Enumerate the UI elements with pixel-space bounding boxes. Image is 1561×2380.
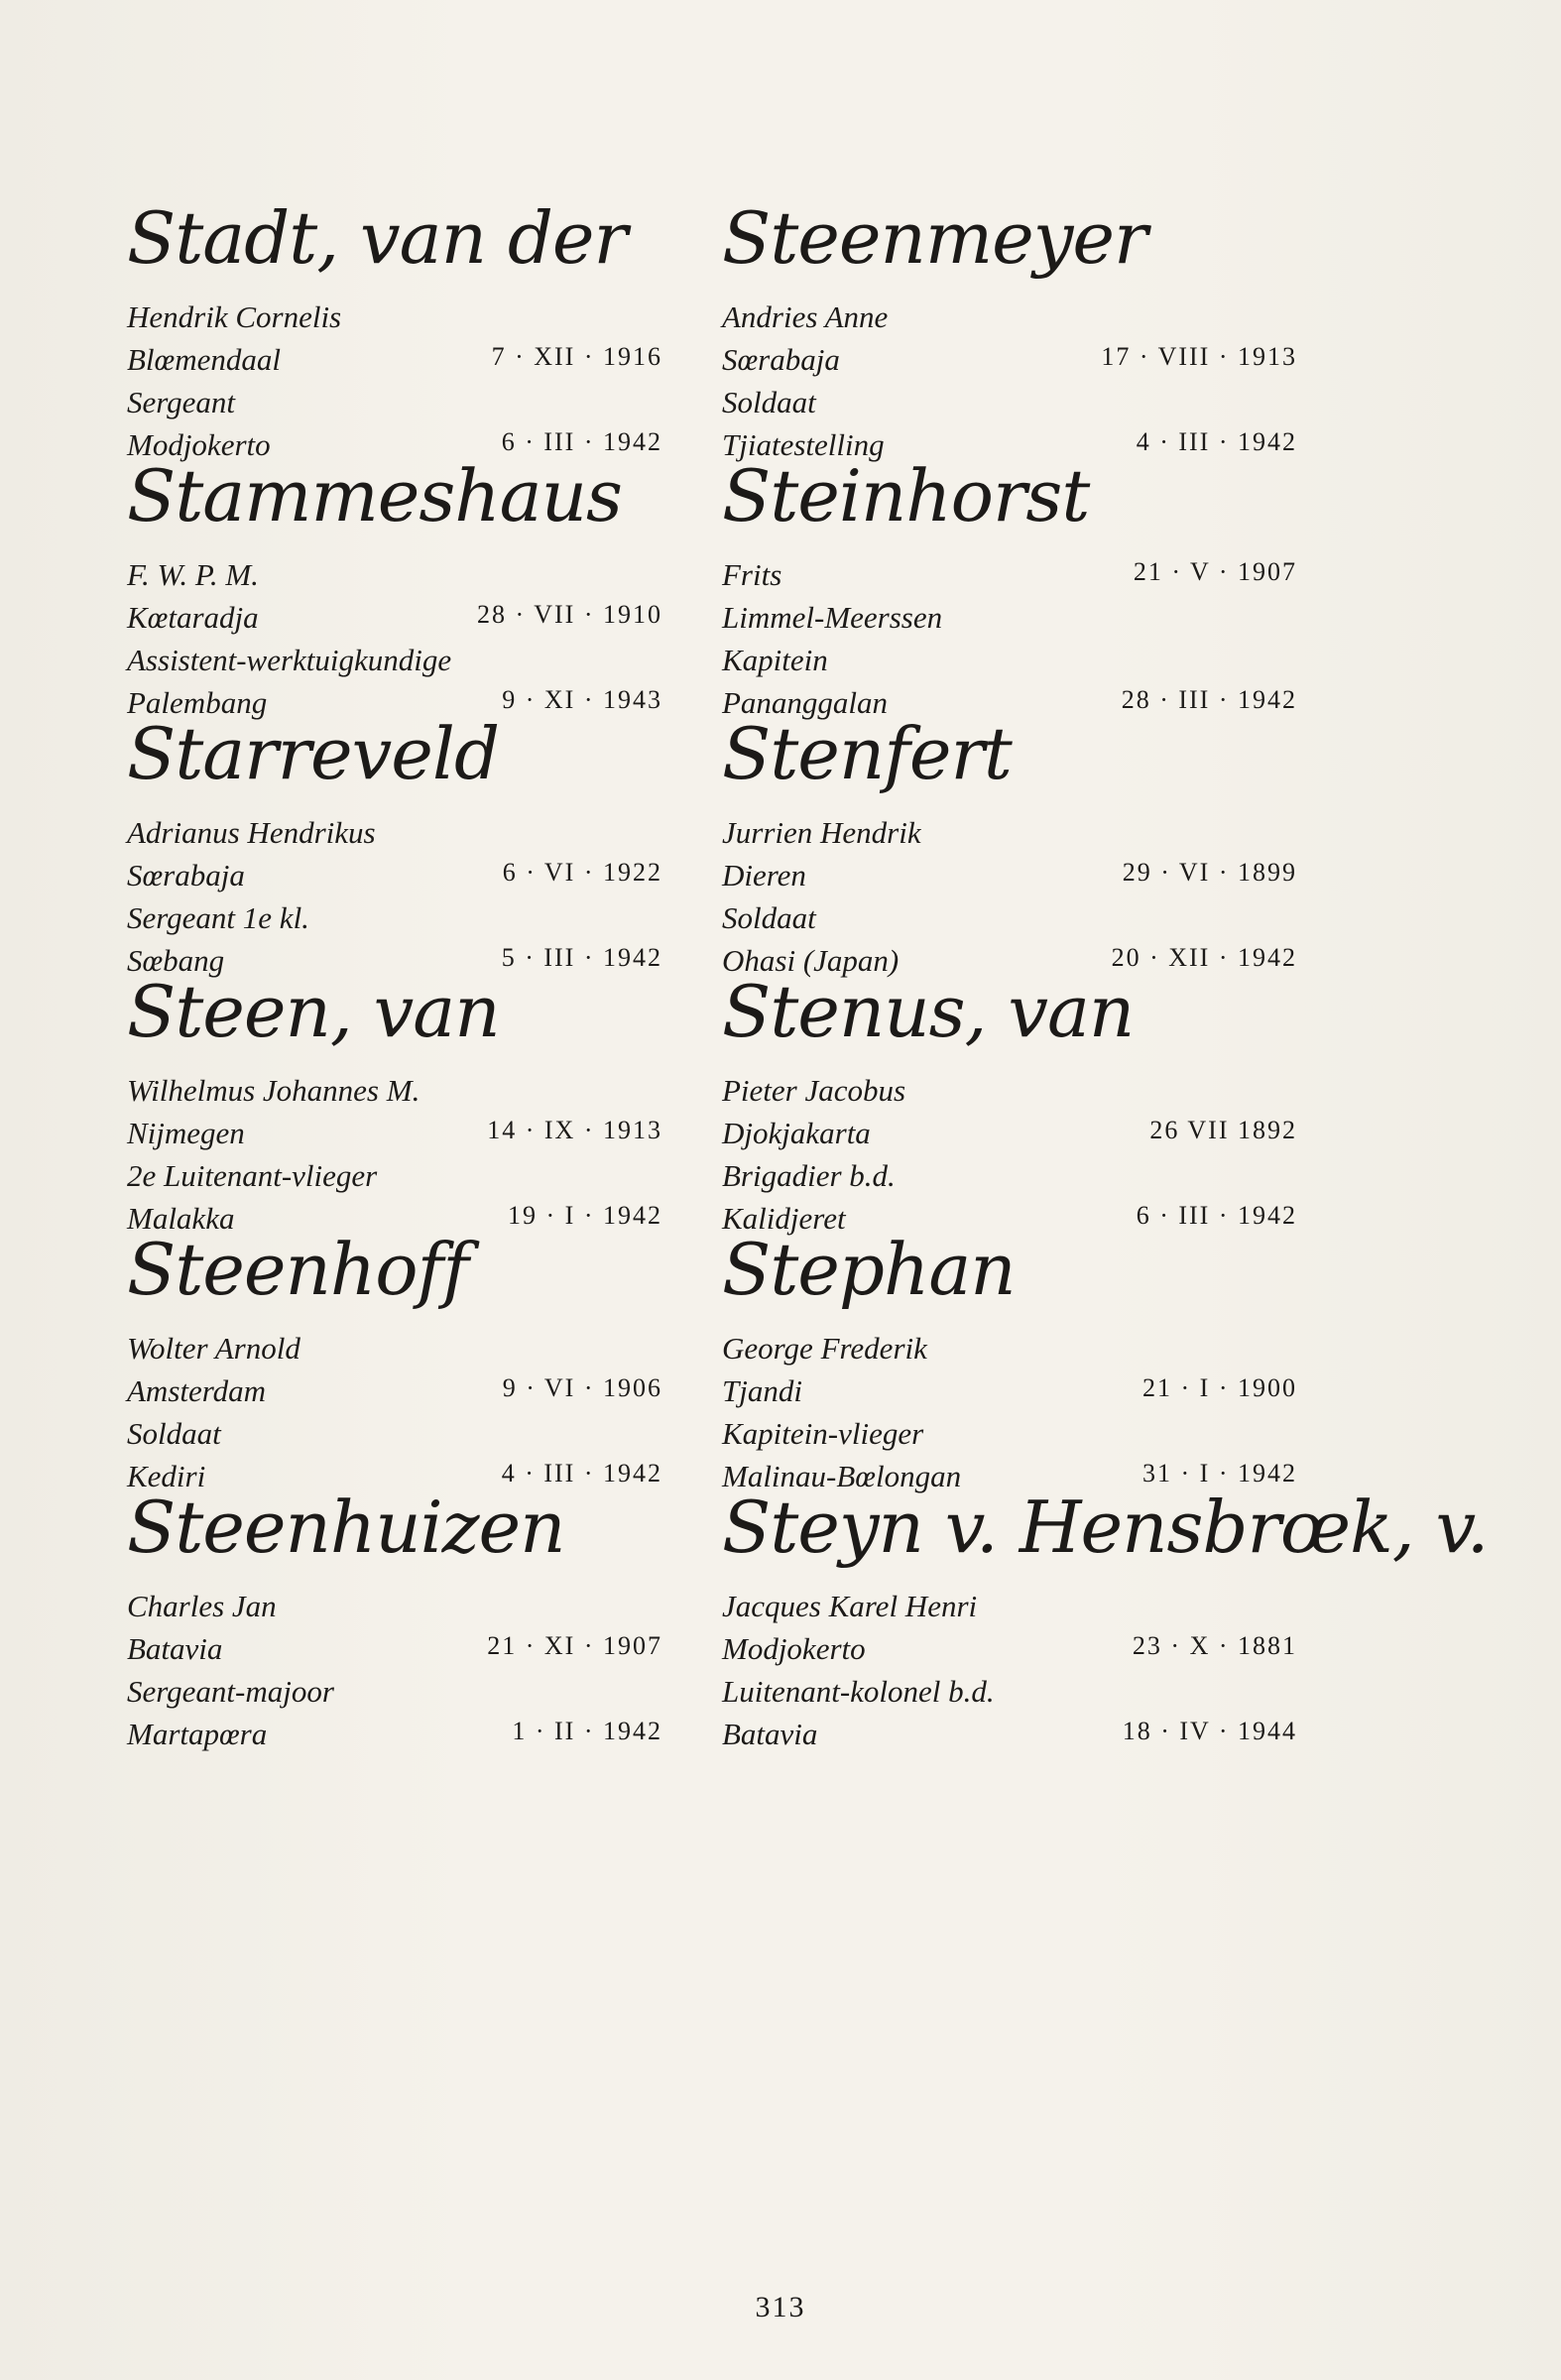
rank: Soldaat xyxy=(127,1416,221,1451)
surname: Starreveld xyxy=(127,712,500,795)
death-place: Batavia 18 · IV · 1944 xyxy=(722,1717,1297,1751)
surname: Steinhorst xyxy=(722,454,1090,537)
entry-steenmeyer xyxy=(722,196,1297,462)
given-names: Charles Jan xyxy=(127,1589,277,1623)
rank: Soldaat xyxy=(722,385,816,419)
surname: Steenhuizen xyxy=(127,1486,565,1569)
birth-place: Djokjakarta 26 VII 1892 xyxy=(722,1116,1297,1150)
death-place: Modjokerto 6 · III · 1942 xyxy=(127,427,662,462)
given-names: Jacques Karel Henri xyxy=(722,1589,978,1623)
entry-steenhuizen xyxy=(127,1486,722,1751)
death-place: Kediri 4 · III · 1942 xyxy=(127,1459,662,1493)
death-place: Martapœra 1 · II · 1942 xyxy=(127,1717,662,1751)
entry-steyn xyxy=(722,1486,1489,1751)
entry-stadt xyxy=(127,196,722,462)
birth-place: Nijmegen 14 · IX · 1913 xyxy=(127,1116,662,1150)
given-names: Hendrik Cornelis xyxy=(127,299,342,334)
given-names: Wilhelmus Johannes M. xyxy=(127,1073,420,1108)
death-place: Malakka 19 · I · 1942 xyxy=(127,1201,662,1236)
given-names: Adrianus Hendrikus xyxy=(127,815,376,850)
surname: Stenfert xyxy=(722,712,1012,795)
surname: Stammeshaus xyxy=(127,454,622,537)
entry-steen xyxy=(127,970,722,1236)
given-names: F. W. P. M. xyxy=(127,557,259,592)
surname: Steyn v. Hensbrœk, v. xyxy=(722,1486,1489,1569)
surname: Stenus, van xyxy=(722,970,1135,1053)
rank: Brigadier b.d. xyxy=(722,1158,896,1193)
given-names: Andries Anne xyxy=(722,299,889,334)
rank: Sergeant-majoor xyxy=(127,1674,334,1709)
given-names: Pieter Jacobus xyxy=(722,1073,906,1108)
surname: Stadt, van der xyxy=(127,196,627,280)
birth-place: Dieren 29 · VI · 1899 xyxy=(722,858,1297,892)
given-names: Wolter Arnold xyxy=(127,1331,300,1366)
page-number: 313 xyxy=(755,2291,806,2323)
birth-place: Blœmendaal 7 · XII · 1916 xyxy=(127,342,662,377)
rank: Soldaat xyxy=(722,900,816,935)
entries-grid xyxy=(127,196,1489,2003)
rank: Assistent-werktuigkundige xyxy=(127,643,452,677)
death-place: Ohasi (Japan) 20 · XII · 1942 xyxy=(722,943,1297,978)
entry-stammeshaus xyxy=(127,454,722,720)
rank: Kapitein-vlieger xyxy=(722,1416,924,1451)
entry-steinhorst xyxy=(722,454,1297,720)
death-place: Tjiatestelling 4 · III · 1942 xyxy=(722,427,1297,462)
birth-place: Amsterdam 9 · VI · 1906 xyxy=(127,1373,662,1408)
birth-place: Sœrabaja 17 · VIII · 1913 xyxy=(722,342,1297,377)
given-names: George Frederik xyxy=(722,1331,927,1366)
rank: Sergeant 1e kl. xyxy=(127,900,309,935)
death-place: Kalidjeret 6 · III · 1942 xyxy=(722,1201,1297,1236)
entry-starreveld xyxy=(127,712,722,978)
given-names: Frits 21 · V · 1907 xyxy=(722,557,1297,592)
birth-place: Kœtaradja 28 · VII · 1910 xyxy=(127,600,662,635)
death-place: Sœbang 5 · III · 1942 xyxy=(127,943,662,978)
surname: Stephan xyxy=(722,1228,1016,1311)
entry-stephan xyxy=(722,1228,1297,1493)
entry-stenus xyxy=(722,970,1297,1236)
birth-place: Modjokerto 23 · X · 1881 xyxy=(722,1631,1297,1666)
entry-steenhoff xyxy=(127,1228,722,1493)
given-names: Jurrien Hendrik xyxy=(722,815,921,850)
rank: Kapitein xyxy=(722,643,828,677)
death-place: Palembang 9 · XI · 1943 xyxy=(127,685,662,720)
surname: Steen, van xyxy=(127,970,500,1053)
entry-stenfert xyxy=(722,712,1297,978)
rank: Sergeant xyxy=(127,385,236,419)
surname: Steenhoff xyxy=(127,1228,468,1311)
rank: Luitenant-kolonel b.d. xyxy=(722,1674,995,1709)
death-place: Pananggalan 28 · III · 1942 xyxy=(722,685,1297,720)
surname: Steenmeyer xyxy=(722,196,1147,280)
birth-place: Tjandi 21 · I · 1900 xyxy=(722,1373,1297,1408)
birth-place: Batavia 21 · XI · 1907 xyxy=(127,1631,662,1666)
rank: 2e Luitenant-vlieger xyxy=(127,1158,378,1193)
birth-place: Sœrabaja 6 · VI · 1922 xyxy=(127,858,662,892)
birth-place: Limmel-Meerssen xyxy=(722,600,943,635)
death-place: Malinau-Bœlongan 31 · I · 1942 xyxy=(722,1459,1297,1493)
